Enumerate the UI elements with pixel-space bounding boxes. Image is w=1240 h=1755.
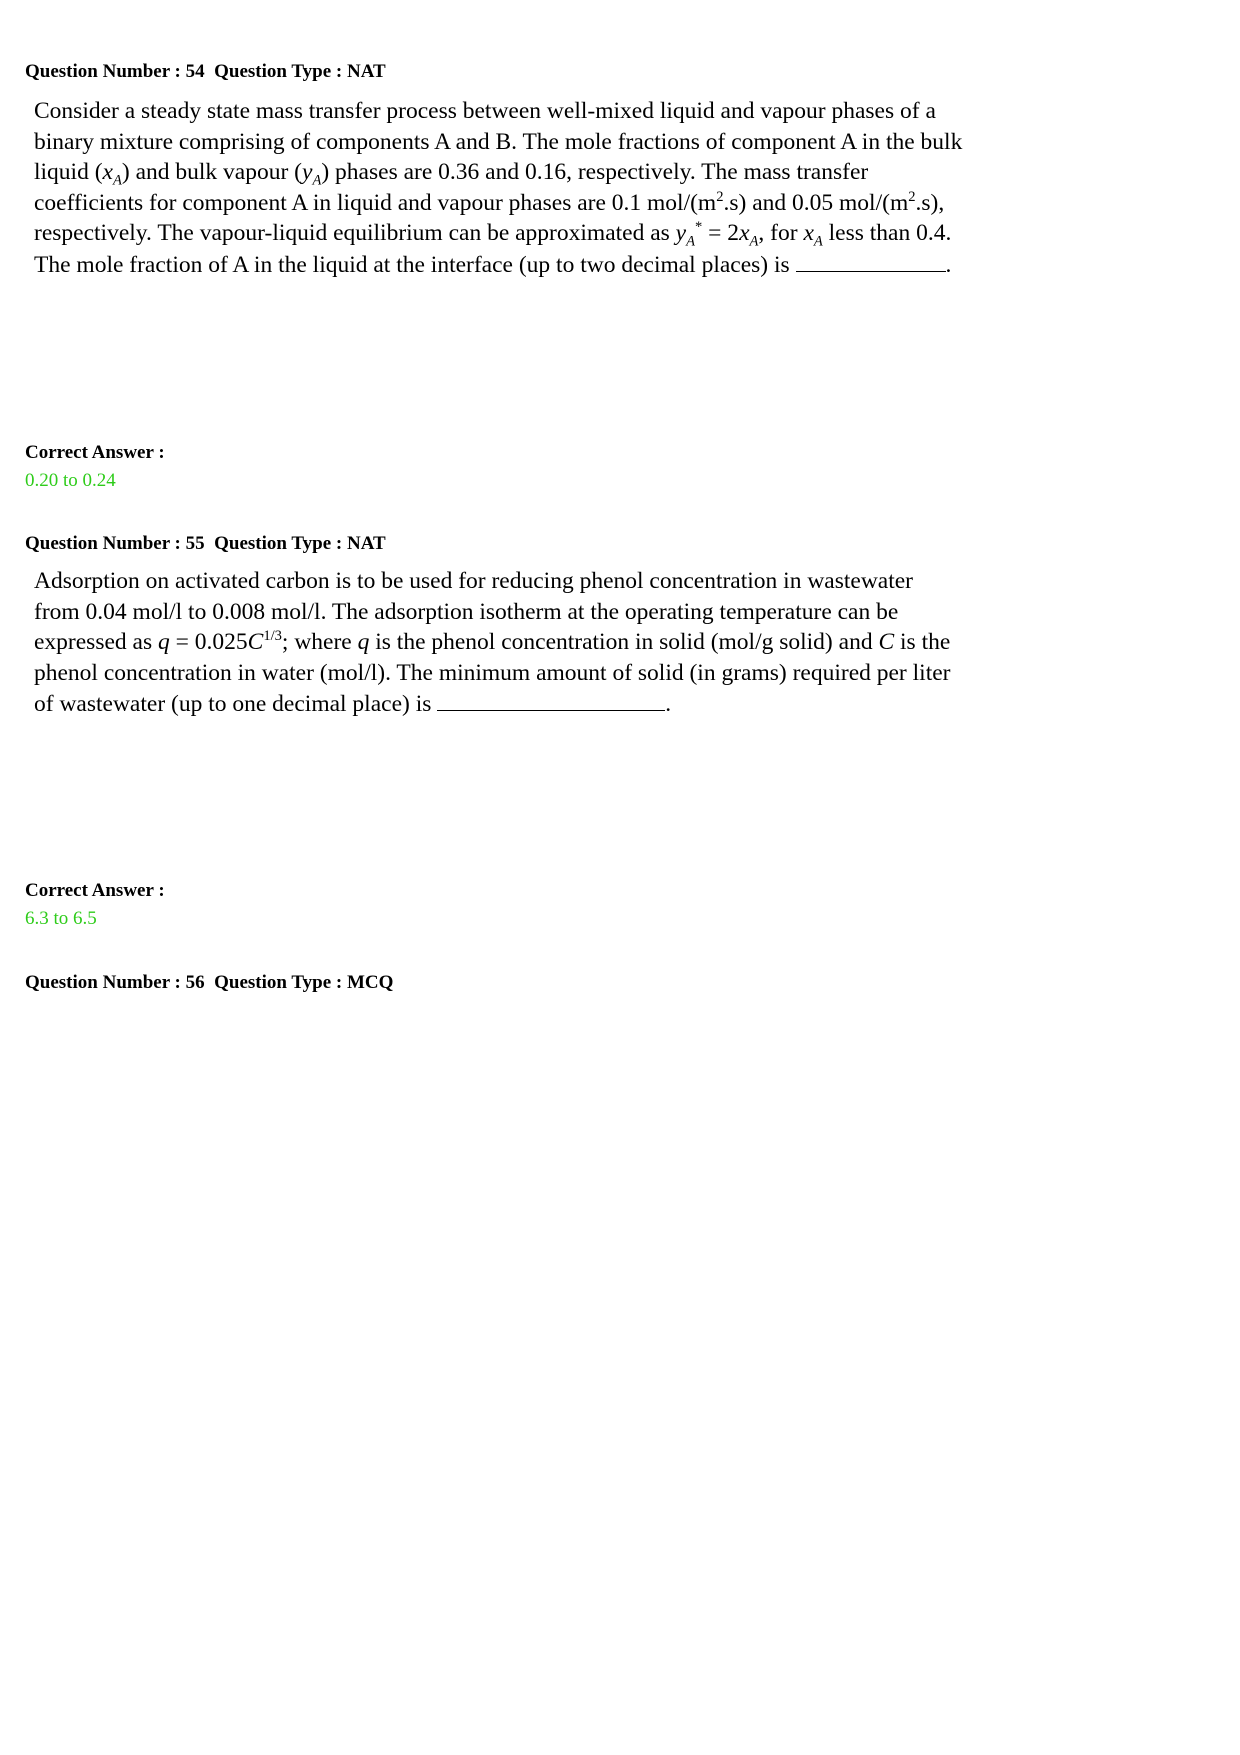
question-56-header: Question Number : 56 Question Type : MCQ (25, 972, 394, 993)
q55-line-4: phenol concentration in water (mol/l). The minimum amount of solid (in grams) required per liter (34, 659, 951, 686)
correct-answer-label: Correct Answer : (25, 442, 165, 463)
q54-line-1: Consider a steady state mass transfer process between well-mixed liquid and vapour phases of a (34, 98, 936, 124)
q54-line-5: respectively. The vapour-liquid equilibrium can be approximated as $y_A^* = 2x_A$, for $x_A$ less than 0.4. (34, 219, 952, 250)
answer-blank (796, 249, 946, 272)
correct-answer-value: 6.3 to 6.5 (25, 908, 97, 929)
question-55-header: Question Number : 55 Question Type : NAT (25, 533, 386, 554)
correct-answer-label: Correct Answer : (25, 880, 165, 901)
question-54-header: Question Number : 54 Question Type : NAT (25, 61, 386, 82)
q54-line-3: liquid $(x_A)$ and bulk vapour $(y_A)$ phases are 0.36 and 0.16, respectively. The mass transfer (34, 159, 869, 189)
q54-line-4: coefficients for component A in liquid and vapour phases are 0.1 mol/$(m^2.s)$ and 0.05 mol/$(m^2.s)$, (34, 188, 945, 216)
question-55-text (34, 566, 1094, 720)
q55-line-2: from 0.04 mol/l to 0.008 mol/l. The adsorption isotherm at the operating temperature can be (34, 598, 899, 625)
q55-line-1: Adsorption on activated carbon is to be used for reducing phenol concentration in wastewater (34, 568, 914, 594)
q54-line-2: binary mixture comprising of components A and B. The mole fractions of component A in the bulk (34, 128, 963, 155)
answer-blank (437, 688, 665, 711)
question-54-text (34, 96, 1094, 280)
q55-line-5: of wastewater (up to one decimal place) is . (34, 688, 1094, 720)
q54-line-6: The mole fraction of A in the liquid at the interface (up to two decimal places) is . (34, 249, 1094, 281)
q55-line-3: expressed as $q = 0.025C^{1/3}$; where q is the phenol concentration in solid (mol/g solid) and C is the (34, 628, 951, 655)
correct-answer-value: 0.20 to 0.24 (25, 470, 116, 491)
